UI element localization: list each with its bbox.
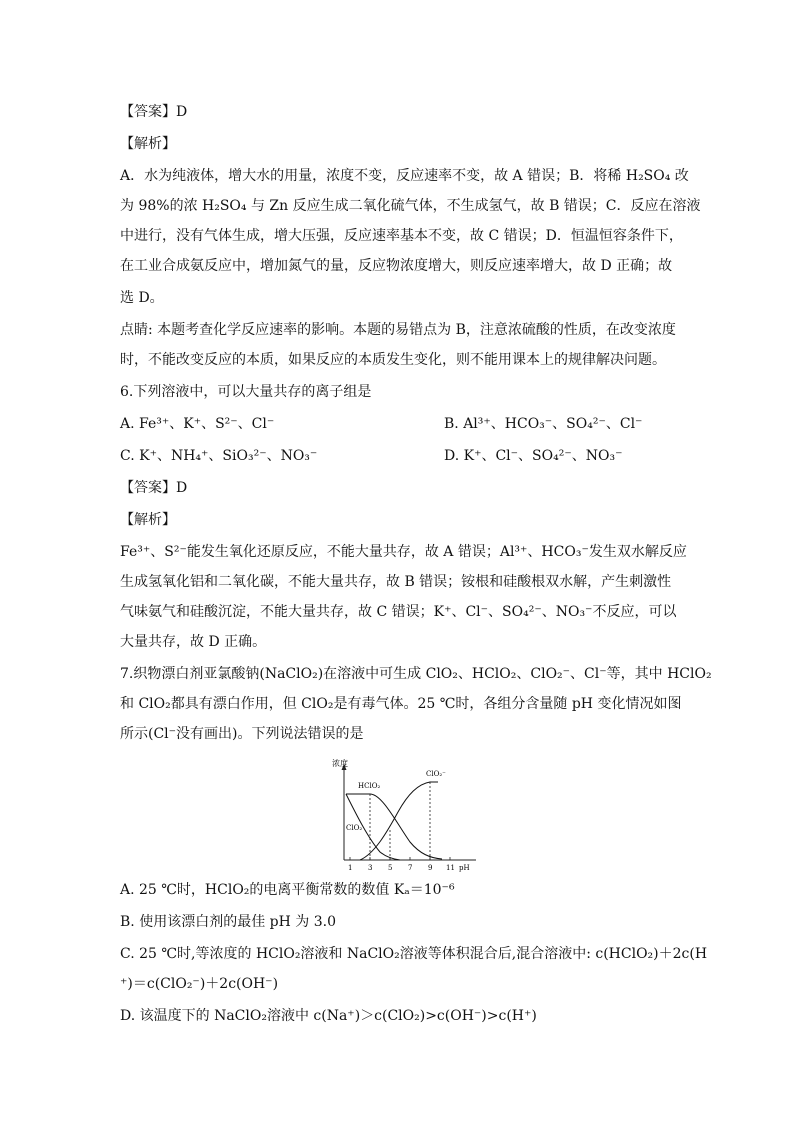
x-tick-label: 5 [388,864,393,872]
clo2-minus-label: ClO₂⁻ [426,770,446,778]
q6-stem: 6.下列溶液中，可以大量共存的离子组是 [120,384,372,400]
q5-analysis-line: 中进行，没有气体生成，增大压强，反应速率基本不变，故 C 错误；D．恒温恒容条件下， [120,228,683,244]
q5-comment-line: 时，不能改变反应的本质，如果反应的本质发生变化，则不能用课本上的规律解决问题。 [120,352,666,368]
q7-option-c: C. 25 ℃时,等浓度的 HClO₂溶液和 NaClO₂溶液等体积混合后,混合溶液中: c(HClO₂)＋2c(H [120,946,708,962]
q7-stem-line: 7.织物漂白剂亚氯酸钠(NaClO₂)在溶液中可生成 ClO₂、HClO₂、ClO₂⁻、Cl⁻等，其中 HClO₂ [120,666,712,682]
q7-option-c-cont: ⁺)＝c(ClO₂⁻)＋2c(OH⁻) [120,976,279,992]
q5-analysis-line: 在工业合成氨反应中，增加氮气的量，反应物浓度增大，则反应速率增大，故 D 正确；故 [120,258,673,274]
x-tick-label: 11 [446,864,455,872]
q6-option-c: C. K⁺、NH₄⁺、SiO₃²⁻、NO₃⁻ [120,448,318,464]
q6-option-d: D. K⁺、Cl⁻、SO₄²⁻、NO₃⁻ [444,448,623,464]
q7-option-b: B. 使用该漂白剂的最佳 pH 为 3.0 [120,914,336,930]
q7-stem-line: 所示(Cl⁻没有画出)。下列说法错误的是 [120,726,364,742]
q6-analysis-title: 【解析】 [120,512,176,528]
x-tick-label: 9 [428,864,433,872]
q6-option-a: A. Fe³⁺、K⁺、S²⁻、Cl⁻ [120,416,275,432]
q5-comment-line: 点睛: 本题考查化学反应速率的影响。本题的易错点为 B，注意浓硫酸的性质，在改变浓度 [120,322,676,338]
q6-option-b: B. Al³⁺、HCO₃⁻、SO₄²⁻、Cl⁻ [444,416,643,432]
q5-analysis-line: A．水为纯液体，增大水的用量，浓度不变，反应速率不变，故 A 错误；B．将稀 H₂SO₄ 改 [120,168,689,184]
q6-analysis-line: 生成氢氧化铝和二氧化碳，不能大量共存，故 B 错误；铵根和硅酸根双水解，产生刺激性 [120,574,672,590]
hclo2-label: HClO₂ [358,782,381,790]
q7-stem-line: 和 ClO₂都具有漂白作用，但 ClO₂是有毒气体。25 ℃时，各组分含量随 pH 变化情况如图 [120,696,682,712]
x-tick-label: 7 [408,864,413,872]
q7-option-d: D. 该温度下的 NaClO₂溶液中 c(Na⁺)＞c(ClO₂)>c(OH⁻)>c(H⁺) [120,1008,537,1024]
x-tick-label: 3 [368,864,373,872]
y-axis-label: 浓度 [332,759,348,768]
q5-analysis-title: 【解析】 [120,136,176,152]
x-tick-label: 1 [348,864,353,872]
q6-analysis-line: Fe³⁺、S²⁻能发生氧化还原反应，不能大量共存，故 A 错误；Al³⁺、HCO₃⁻发生双水解反应 [120,544,687,560]
x-axis-label: pH [459,864,470,872]
q6-answer: 【答案】D [120,480,188,496]
q7-concentration-ph-figure [330,756,486,874]
clo2-label: ClO₂ [346,824,363,832]
q6-analysis-line: 大量共存，故 D 正确。 [120,634,267,650]
q5-answer: 【答案】D [120,104,188,120]
q5-analysis-line: 为 98%的浓 H₂SO₄ 与 Zn 反应生成二氧化硫气体，不生成氢气，故 B 错误；C．反应在溶液 [120,198,701,214]
q7-option-a: A. 25 ℃时，HClO₂的电离平衡常数的数值 Kₐ＝10⁻⁶ [120,882,455,898]
q5-analysis-line: 选 D。 [120,290,164,306]
q6-analysis-line: 气味氨气和硅酸沉淀，不能大量共存，故 C 错误；K⁺、Cl⁻、SO₄²⁻、NO₃⁻不反应，可以 [120,604,677,620]
